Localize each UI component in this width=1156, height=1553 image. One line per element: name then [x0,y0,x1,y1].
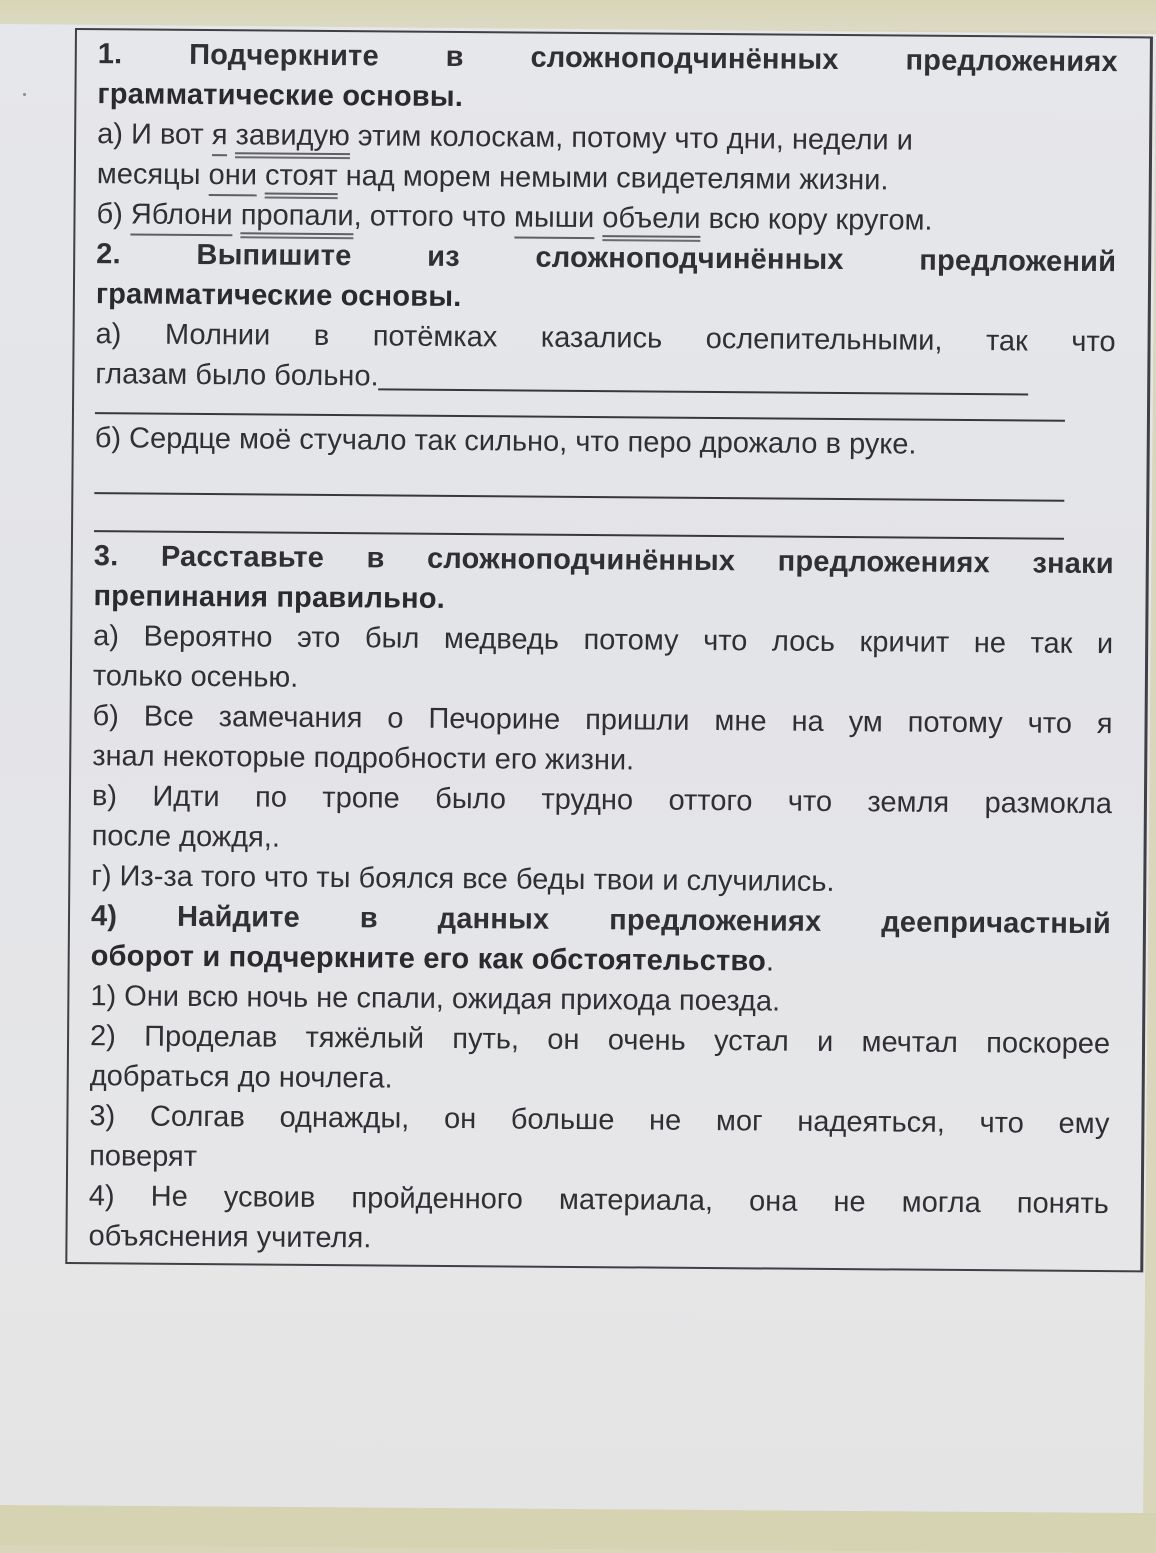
task-2-heading [96,234,1117,322]
paper-speck [23,93,26,96]
task-3-sentence-a-line-2: только осенью. [92,660,299,694]
task-4-item-2-line-1: 2) Проделав тяжёлый путь, он очень устал и мечтал поскорее [89,1020,1111,1061]
text-fragment: месяцы [96,158,209,192]
subject-underline: они [208,155,257,195]
task-3-sentence-c-line-1: в) Идти по тропе было трудно оттого что земля размокла [91,780,1113,821]
task-4-heading [91,896,1112,984]
text-fragment: над морем немыми свидетелями жизни. [337,160,889,197]
task-2-heading-line-1: 2. Выпишите из сложноподчинённых предложений [96,238,1117,279]
subject-underline: мыши [514,197,595,238]
task-4-item-4-line-1: 4) Не усвоив пройденного материала, она не могла понять [88,1180,1109,1221]
task-2 [94,234,1148,540]
task-4-item-1: 1) Они всю ночь не спали, ожидая прихода поезда. [90,980,781,1018]
text-fragment: оборот и подчеркните его как обстоятельство [90,940,767,978]
predicate-underline: завидую [235,115,350,156]
task-4-item-2-line-2: добраться до ночлега. [89,1060,393,1095]
task-1-heading-line-2: грамматические основы. [97,78,464,114]
subject-underline: я [212,115,228,155]
text-fragment [594,202,602,234]
task-1-sentence-b [96,194,1116,242]
text-fragment: б) [96,198,131,231]
text-fragment: всю кору кругом. [700,202,933,237]
task-1-heading-line-1: 1. Подчеркните в сложноподчинённых предложениях [97,38,1118,79]
task-3 [91,536,1146,904]
text-fragment: . [765,945,775,978]
task-4-heading-line-1: 4) Найдите в данных предложениях деепричастный [90,900,1112,941]
task-3-heading-line-1: 3. Расставьте в сложноподчинённых предложениях знаки [93,540,1114,581]
table-surface-bottom [0,1505,1156,1553]
worksheet-box [65,28,1153,1272]
task-2-sentence-a-line-1: а) Молнии в потёмках казались ослепительными, так что [95,318,1116,359]
task-3-heading-line-2: препинания правильно. [93,580,446,615]
task-4-item-3-line-2: поверят [89,1140,198,1173]
text-fragment [257,159,265,191]
task-4 [88,896,1143,1264]
task-4-item-3-line-1: 3) Солгав однажды, он больше не мог надеяться, что ему [89,1100,1110,1141]
predicate-underline: пропали [241,195,354,236]
text-fragment: этим колоскам, потому что дни, недели и [349,120,914,157]
task-2-sentence-a-line-2 [95,354,1115,402]
task-3-sentence-a-line-1: а) Вероятно это был медведь потому что лось кричит не так и [93,620,1114,661]
subject-underline: Яблони [131,194,233,235]
task-3-heading [93,536,1114,624]
task-3-sentence-d: г) Из-за того что ты боялся все беды твои и случились. [91,860,835,898]
task-3-sentence-c-line-2: после дождя,. [91,820,281,854]
task-4-item-4-line-2: объяснения учителя. [88,1220,372,1255]
task-1-heading [97,34,1118,122]
task-1 [96,30,1150,242]
text-fragment: , оттого что [353,200,515,234]
task-2-sentence-b: б) Сердце моё стучало так сильно, что перо дрожало в руке. [94,422,917,461]
predicate-underline: стоят [265,155,338,196]
text-fragment: а) И вот [97,118,212,152]
text-fragment [227,119,235,151]
task-3-sentence-b-line-2: знал некоторые подробности его жизни. [92,740,635,777]
text-fragment [233,199,241,231]
task-3-sentence-b-line-1: б) Все замечания о Печорине пришли мне на ум потому что я [92,700,1113,741]
text-fragment: глазам было больно. [95,358,379,393]
task-2-heading-line-2: грамматические основы. [95,278,462,314]
predicate-underline: объели [602,198,700,239]
answer-blank[interactable] [378,388,1028,395]
